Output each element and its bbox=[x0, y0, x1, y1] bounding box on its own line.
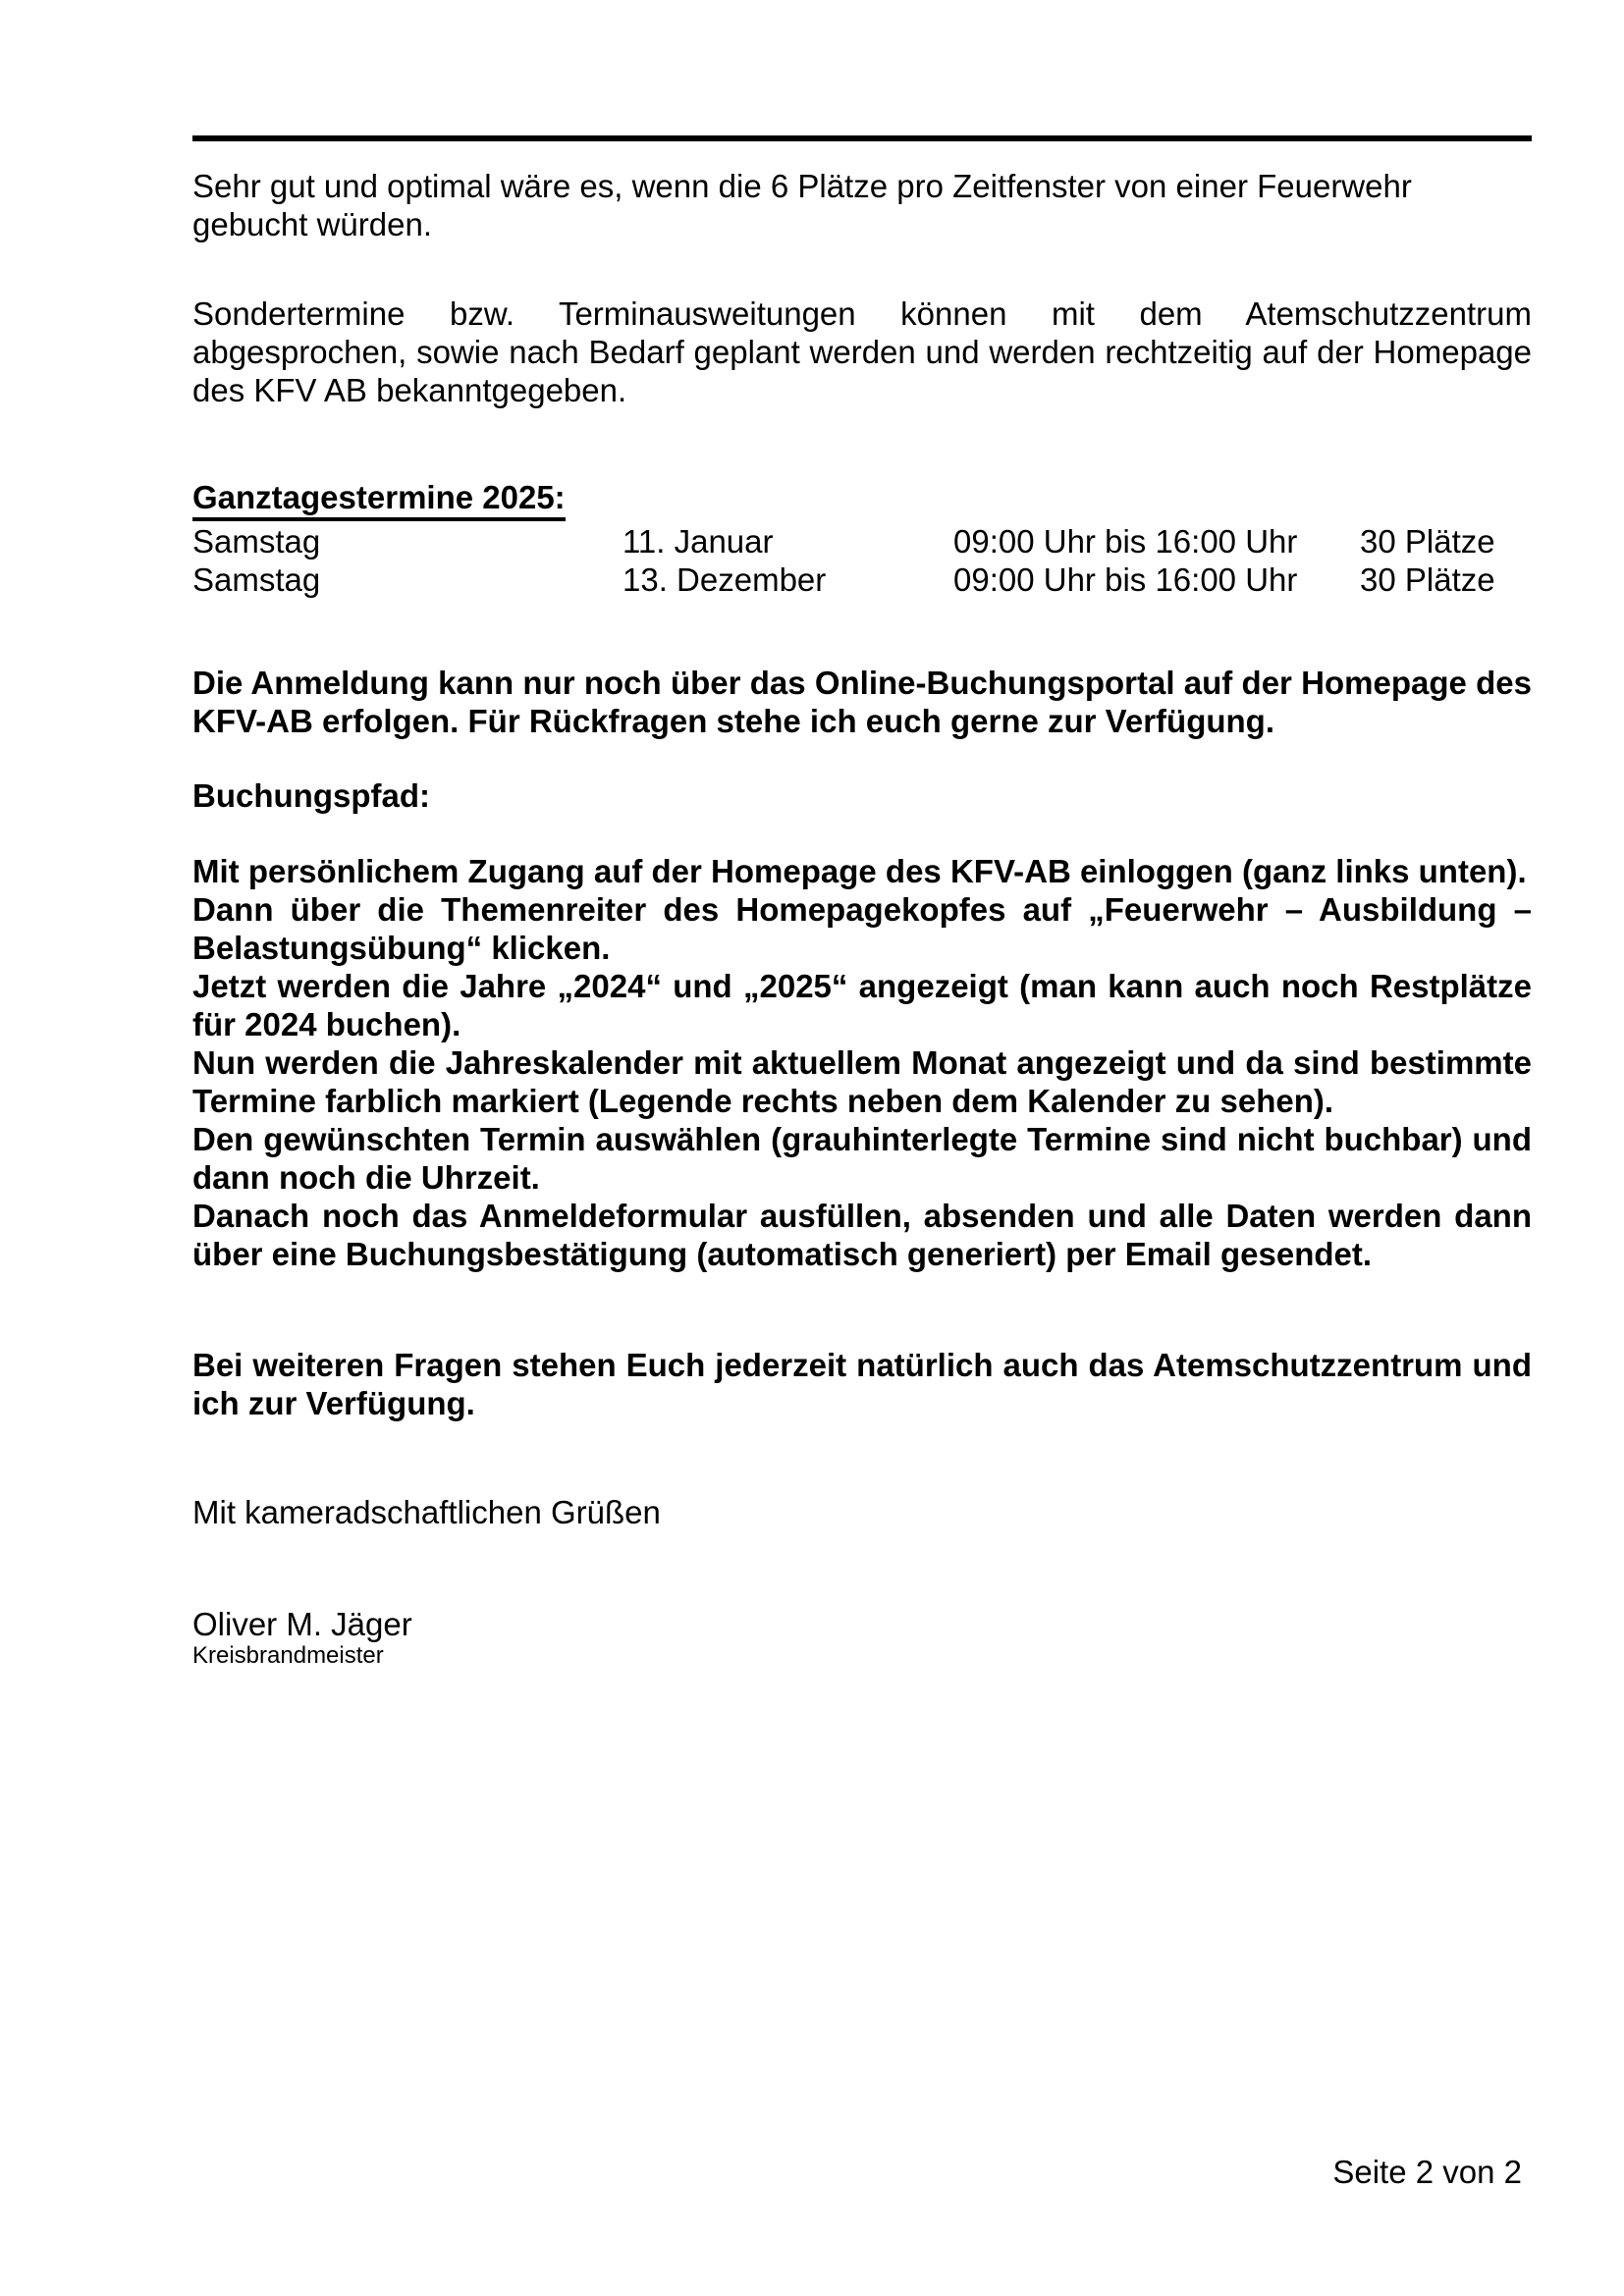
page-number: Seite 2 von 2 bbox=[1332, 2154, 1522, 2190]
document-content bbox=[192, 0, 1532, 1669]
schedule-cell-date: 11. Januar bbox=[623, 523, 774, 560]
booking-step: Dann über die Themenreiter des Homepagekopfes auf „Feuerwehr – Ausbildung – Belastungsübung“ klicken. bbox=[192, 891, 1532, 966]
schedule-heading-text: Ganztagestermine 2025: bbox=[192, 478, 566, 521]
greeting-line: Mit kameradschaftlichen Grüßen bbox=[192, 1494, 661, 1530]
special-dates-paragraph: Sondertermine bzw. Terminausweitungen können mit dem Atemschutzzentrum abgesprochen, sowie nach Bedarf geplant werden und werden rechtzeitig auf der Homepage des KFV AB bekanntgegeben. bbox=[192, 295, 1532, 408]
booking-step: Danach noch das Anmeldeformular ausfüllen, absenden und alle Daten werden dann über eine Buchungsbestätigung (automatisch generiert) per Email gesendet. bbox=[192, 1198, 1532, 1272]
schedule-cell-day: Samstag bbox=[192, 561, 321, 598]
schedule-cell-time: 09:00 Uhr bis 16:00 Uhr bbox=[953, 523, 1298, 560]
booking-step: Nun werden die Jahreskalender mit aktuellem Monat angezeigt und da sind bestimmte Termine farblich markiert (Legende rechts neben dem Kalender zu sehen). bbox=[192, 1044, 1532, 1119]
booking-step: Den gewünschten Termin auswählen (grauhinterlegte Termine sind nicht buchbar) und dann noch die Uhrzeit. bbox=[192, 1121, 1532, 1196]
schedule-row bbox=[192, 561, 1532, 599]
schedule-cell-day: Samstag bbox=[192, 523, 321, 560]
schedule-cell-capacity: 30 Plätze bbox=[1360, 523, 1495, 560]
schedule-table bbox=[192, 522, 1532, 599]
schedule-cell-time: 09:00 Uhr bis 16:00 Uhr bbox=[953, 561, 1298, 598]
schedule-cell-date: 13. Dezember bbox=[623, 561, 827, 598]
header-rule bbox=[192, 135, 1532, 141]
signature-title: Kreisbrandmeister bbox=[192, 1642, 384, 1669]
further-questions-paragraph: Bei weiteren Fragen stehen Euch jederzeit natürlich auch das Atemschutzzentrum und ich zur Verfügung. bbox=[192, 1347, 1532, 1421]
schedule-row bbox=[192, 522, 1532, 561]
booking-step: Mit persönlichem Zugang auf der Homepage des KFV-AB einloggen (ganz links unten). bbox=[192, 853, 1527, 889]
booking-intro-paragraph: Die Anmeldung kann nur noch über das Online-Buchungsportal auf der Homepage des KFV-AB erfolgen. Für Rückfragen stehe ich euch gerne zur Verfügung. bbox=[192, 665, 1532, 739]
signature-name: Oliver M. Jäger bbox=[192, 1606, 412, 1642]
booking-steps bbox=[192, 852, 1532, 1273]
booking-path-label: Buchungspfad: bbox=[192, 777, 430, 814]
schedule-heading bbox=[192, 478, 1532, 521]
booking-step: Jetzt werden die Jahre „2024“ und „2025“ angezeigt (man kann auch noch Restplätze für 2024 buchen). bbox=[192, 968, 1532, 1042]
intro-paragraph: Sehr gut und optimal wäre es, wenn die 6 Plätze pro Zeitfenster von einer Feuerwehr gebucht würden. bbox=[192, 168, 1412, 242]
schedule-cell-capacity: 30 Plätze bbox=[1360, 561, 1495, 598]
